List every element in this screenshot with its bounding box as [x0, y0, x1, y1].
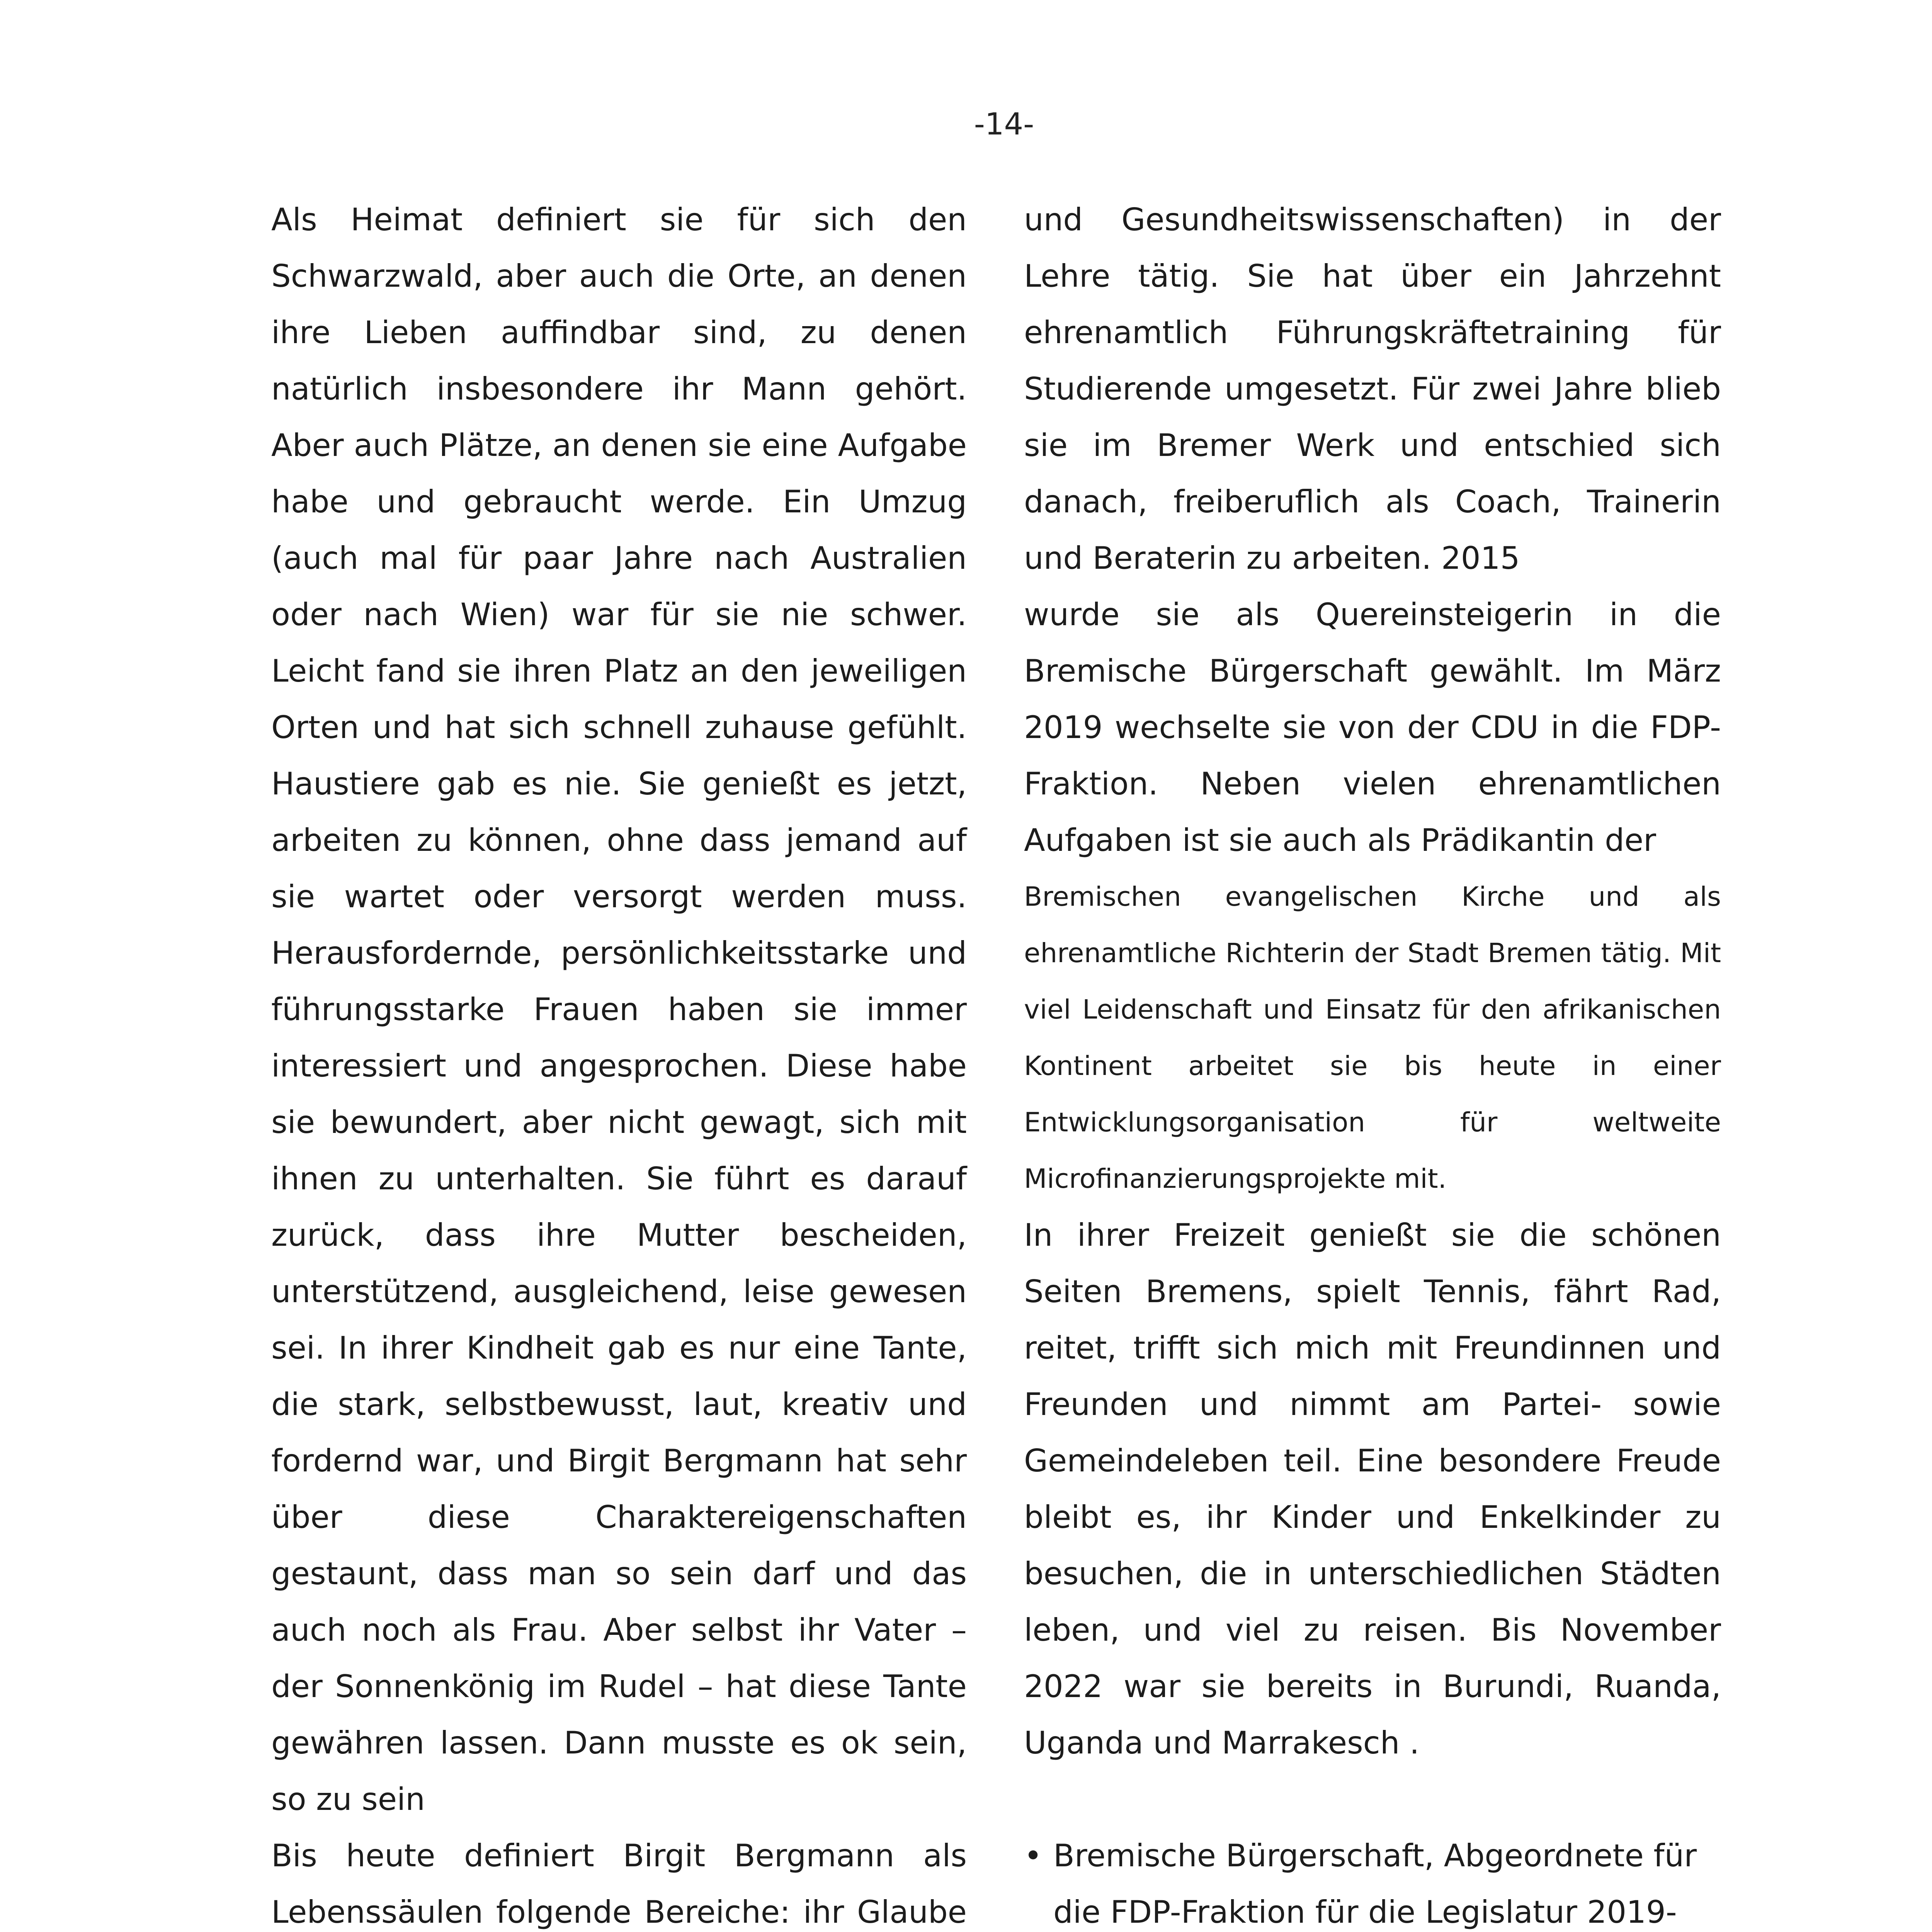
paragraph-buergerschaft: wurde sie als Quereinsteigerin in die Bremische Bürgerschaft gewählt. Im März 2019 wechselte sie von der CDU in die FDP-Fraktion. Neben vielen ehrenamtlichen Aufgaben ist sie auch als Prädikantin der — [1024, 597, 1721, 858]
paragraph-lebenssaeulen: Bis heute definiert Birgit Bergmann als Lebenssäulen folgende Bereiche: ihr Glaube — [271, 1838, 967, 1930]
page-number: -14- — [974, 107, 1034, 142]
paragraph-lehre: und Gesundheitswissenschaften) in der Lehre tätig. Sie hat über ein Jahrzehnt ehrenamtlich Führungskräftetraining für Studierende umgesetzt. Für zwei Jahre blieb sie im Bremer Werk und entschied sich danach, freiberuflich als Coach, Trainerin und Beraterin zu arbeiten. 2015 — [1024, 202, 1721, 576]
right-column — [1024, 192, 1721, 1932]
list-item — [1024, 1828, 1721, 1932]
list-item-text: Bremische Bürgerschaft, Abgeordnete für die FDP-Fraktion für die Legislatur 2019- — [1053, 1838, 1697, 1930]
positions-list — [1024, 1828, 1721, 1932]
paragraph-freizeit: In ihrer Freizeit genießt sie die schönen Seiten Bremens, spielt Tennis, fährt Rad, reitet, trifft sich mich mit Freundinnen und Freunden und nimmt am Partei- sowie Gemeindeleben teil. Eine besondere Freude bleibt es, ihr Kinder und Enkelkinder zu besuchen, die in unterschiedlichen Städten leben, und viel zu reisen. Bis November 2022 war sie bereits in Burundi, Ruanda, Uganda und Marrakesch . — [1024, 1217, 1721, 1761]
paragraph-heimat: Als Heimat definiert sie für sich den Schwarzwald, aber auch die Orte, an denen ihre Lieben auffindbar sind, zu denen natürlich insbesondere ihr Mann gehört. Aber auch Plätze, an denen sie eine Aufgabe habe und gebraucht werde. Ein Umzug (auch mal für paar Jahre nach Australien oder nach Wien) war für sie nie schwer. Leicht fand sie ihren Platz an den jeweiligen Orten und hat sich schnell zuhause gefühlt. Haustiere gab es nie. Sie genießt es jetzt, arbeiten zu können, ohne dass jemand auf sie wartet oder versorgt werden muss. Herausfordernde, persönlichkeitsstarke und führungsstarke Frauen haben sie immer interessiert und angesprochen. Diese habe sie bewundert, aber nicht gewagt, sich mit ihnen zu unterhalten. Sie führt es darauf zurück, dass ihre Mutter bescheiden, unterstützend, ausgleichend, leise gewesen sei. In ihrer Kindheit gab es nur eine Tante, die stark, selbstbewusst, laut, kreativ und fordernd war, und Birgit Bergmann hat sehr über diese Charaktereigenschaften gestaunt, dass man so sein darf und das auch noch als Frau. Aber selbst ihr Vater – der Sonnenkönig im Rudel – hat diese Tante gewähren lassen. Dann musste es ok sein, so zu sein — [271, 202, 967, 1817]
paragraph-kirche: Bremischen evangelischen Kirche und als ehrenamtliche Richterin der Stadt Bremen tätig. Mit viel Leidenschaft und Einsatz für den afrikanischen Kontinent arbeitet sie bis heute in einer Entwicklungsorganisation für weltweite Microfinanzierungsprojekte mit. — [1024, 881, 1721, 1194]
bullet-icon: • — [1024, 1838, 1043, 1874]
left-column — [271, 192, 967, 1932]
